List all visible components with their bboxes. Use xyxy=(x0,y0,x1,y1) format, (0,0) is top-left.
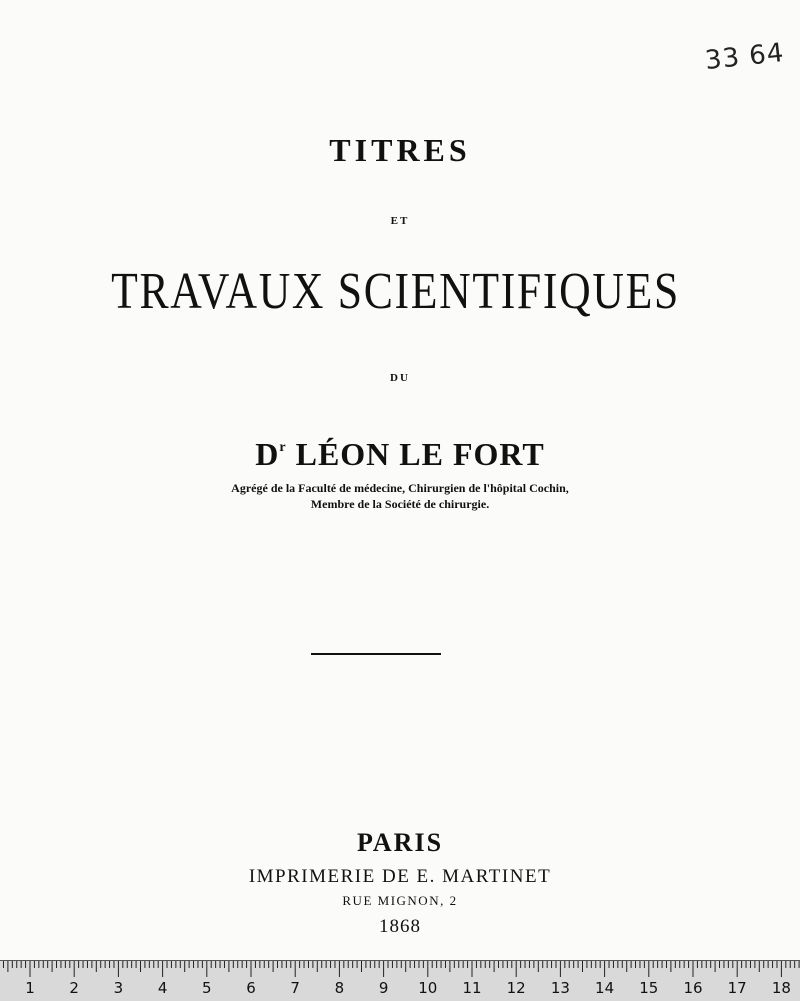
handwritten-margin-note: 33 64 xyxy=(703,37,786,77)
title-preposition: DU xyxy=(390,372,410,384)
title-line-1: TITRES xyxy=(329,132,471,168)
ruler-label: 7 xyxy=(290,979,300,997)
author-prefix-superscript: r xyxy=(279,440,287,455)
author-role-line-2: Membre de la Société de chirurgie. xyxy=(310,497,490,511)
author-name xyxy=(0,436,800,473)
ruler-label: 14 xyxy=(595,979,615,997)
ruler-label: 12 xyxy=(506,979,526,997)
divider-rule xyxy=(311,653,441,655)
ruler-label: 1 xyxy=(25,979,35,997)
ruler-label: 10 xyxy=(418,979,438,997)
imprint-printer: IMPRIMERIE DE E. MARTINET xyxy=(248,866,552,887)
imprint-address: RUE MIGNON, 2 xyxy=(342,893,458,908)
imprint-city: PARIS xyxy=(356,828,444,857)
ruler-label: 13 xyxy=(550,979,570,997)
ruler-label: 11 xyxy=(462,979,482,997)
ruler-label: 17 xyxy=(727,979,747,997)
ruler-label: 8 xyxy=(334,979,345,997)
title-connector: ET xyxy=(390,215,410,227)
ruler-label: 6 xyxy=(246,979,256,997)
imprint-year: 1868 xyxy=(379,916,421,937)
author-prefix: D xyxy=(255,436,280,472)
ruler-label: 18 xyxy=(771,979,791,997)
author-role-line-1: Agrégé de la Faculté de médecine, Chirurgien de l'hôpital Cochin, xyxy=(231,481,569,495)
ruler-label: 15 xyxy=(639,979,659,997)
author-full-name: LÉON LE FORT xyxy=(295,436,545,472)
measuring-ruler xyxy=(0,960,800,1001)
ruler-label: 4 xyxy=(157,979,168,997)
ruler-label: 2 xyxy=(69,979,79,997)
ruler-label: 16 xyxy=(683,979,703,997)
ruler-label: 3 xyxy=(113,979,124,997)
title-line-2: TRAVAUX SCIENTIFIQUES xyxy=(111,263,680,320)
ruler-label: 9 xyxy=(378,979,389,997)
ruler-label: 5 xyxy=(202,979,212,997)
